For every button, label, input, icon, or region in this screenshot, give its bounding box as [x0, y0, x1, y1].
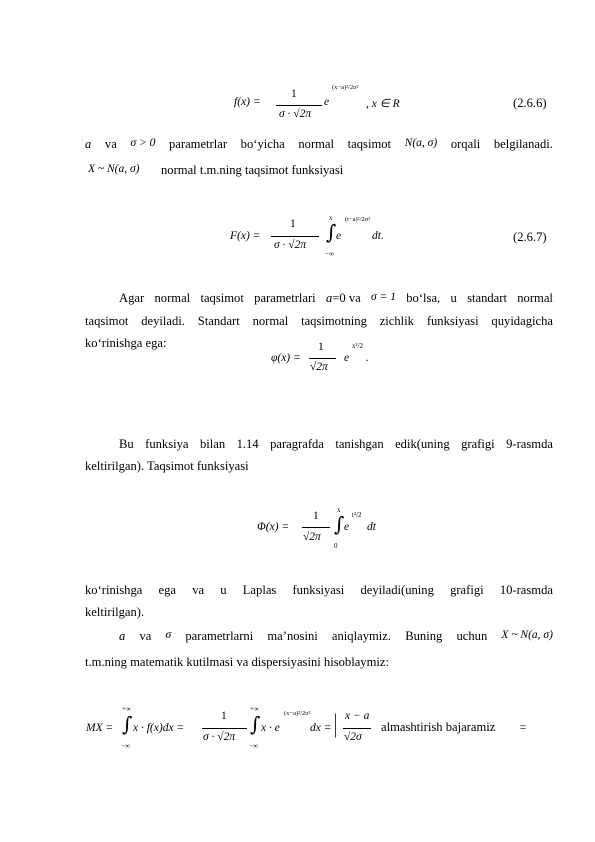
- eq2-number: (2.6.7): [513, 230, 547, 244]
- para5-word: Buning: [405, 629, 443, 643]
- para2-word: u: [450, 291, 457, 305]
- eq2-integral-sign: ∫: [326, 220, 337, 244]
- eq5-exponent: (x−a)²/2σ²: [284, 710, 311, 717]
- eq5-tail: =: [519, 722, 527, 734]
- eq1-exponent: (x−a)²/2σ²: [332, 84, 359, 91]
- para5-word: va: [139, 629, 152, 643]
- para2-word: bo‘lsa,: [406, 291, 441, 305]
- eq2-exponent: (t−a)²/2σ²: [345, 216, 371, 223]
- para1-word: belgilanadi.: [493, 137, 553, 151]
- para2-sigma-cond: σ = 1: [371, 291, 396, 303]
- eq5-sub-numerator: x − a: [345, 710, 370, 722]
- eq4-exponent: t²/2: [352, 511, 362, 519]
- eq2-exp-base: e: [336, 230, 342, 242]
- eq5-dx: dx =: [310, 722, 332, 734]
- para1-line1: [85, 137, 553, 152]
- eq2-lhs: F(x) =: [230, 230, 261, 242]
- para4-word: va: [192, 583, 205, 597]
- para1-word: bo‘yicha: [240, 137, 285, 151]
- para4-word: funksiyasi: [292, 583, 345, 597]
- eq3-tail: .: [366, 352, 369, 364]
- para5-word: parametrlarni: [185, 629, 254, 643]
- eq5-lhs: MX =: [86, 722, 114, 734]
- para2-line2: [85, 314, 553, 329]
- para5-line2: t.m.ning matematik kutilmasi va dispersiyasini hisoblaymiz:: [85, 655, 389, 669]
- para1-word: a: [85, 137, 92, 151]
- eq5-numerator: 1: [221, 710, 227, 722]
- eq5-sub-denominator: √2σ: [344, 731, 362, 743]
- eq4-integral-sign: ∫: [334, 512, 345, 536]
- eq5-int2-lower: −∞: [249, 742, 258, 750]
- para1-word: va: [104, 137, 117, 151]
- para2-word: normal: [517, 291, 553, 305]
- eq5-denominator: σ · √2π: [203, 731, 236, 743]
- eq3-numerator: 1: [318, 341, 324, 353]
- eq5-int1-upper: +∞: [122, 705, 131, 713]
- eq1-tail: , x ∈ R: [366, 98, 400, 110]
- eq5-int1-lower: −∞: [121, 742, 130, 750]
- para1-word: taqsimot: [347, 137, 392, 151]
- para1-word: normal: [298, 137, 335, 151]
- para2-line3: ko‘rinishga ega:: [85, 336, 167, 350]
- para4-line2: keltirilgan).: [85, 605, 145, 619]
- eq1-exp-base: e: [324, 96, 330, 108]
- para3-word: tanishgan: [335, 437, 384, 451]
- eq2-fraction-bar: [271, 236, 319, 237]
- eq5-sub-fraction-bar: [343, 728, 371, 729]
- para3-line1: [119, 437, 553, 452]
- eq4-integral-upper: x: [337, 506, 341, 514]
- para2-word: parametrlari: [254, 291, 316, 305]
- eq2-integral-upper: x: [329, 214, 333, 222]
- para4-line1: [85, 583, 553, 598]
- para1-word: orqali: [450, 137, 481, 151]
- eq5-integral1-sign: ∫: [122, 712, 133, 736]
- eq4-exp-base: e: [344, 521, 350, 533]
- para1-word: parametrlar: [169, 137, 228, 151]
- eq4-integral-lower: 0: [334, 542, 338, 550]
- eq2-numerator: 1: [290, 218, 296, 230]
- para2-word: normal: [154, 291, 191, 305]
- eq1-denominator: σ · √2π: [279, 108, 312, 120]
- para2-word: Standart: [197, 314, 240, 328]
- para2-word: deyiladi.: [141, 314, 185, 328]
- para2-word: funksiyasi: [426, 314, 479, 328]
- para2-word: zichlik: [379, 314, 414, 328]
- eq3-denominator: √2π: [310, 361, 328, 373]
- eq2-denominator: σ · √2π: [274, 239, 307, 251]
- para2-word: Agar: [119, 291, 145, 305]
- para3-line2: keltirilgan). Taqsimot funksiyasi: [85, 459, 249, 473]
- eq5-int1-body: x · f(x)dx =: [133, 722, 185, 734]
- para1-line2-math: X ~ N(a, σ): [88, 163, 140, 175]
- para2-a-cond: [326, 291, 361, 306]
- para2-word: standart: [467, 291, 507, 305]
- para4-word: ega: [158, 583, 177, 597]
- eq2-tail: dt.: [372, 230, 384, 242]
- para1-math: σ > 0: [130, 137, 156, 149]
- eq1-numerator: 1: [291, 88, 297, 100]
- para3-word: paragrafda: [270, 437, 324, 451]
- para3-word: 1.14: [236, 437, 259, 451]
- para4-word: u: [220, 583, 227, 597]
- para5-math: X ~ N(a, σ): [501, 629, 553, 641]
- para3-word: funksiya: [145, 437, 189, 451]
- eq5-int2-upper: +∞: [250, 705, 259, 713]
- eq4-fraction-bar: [302, 527, 330, 528]
- para3-word: edik(uning: [395, 437, 450, 451]
- eq3-lhs: φ(x) =: [271, 352, 301, 364]
- para2-word: taqsimot: [200, 291, 244, 305]
- eq1-fraction-bar: [276, 105, 322, 106]
- para4-word: grafigi: [450, 583, 484, 597]
- para5-word: ma’nosini: [267, 629, 318, 643]
- para3-word: grafigi: [461, 437, 495, 451]
- eq2-integral-lower: −∞: [325, 250, 334, 258]
- eq1-number: (2.6.6): [513, 96, 547, 110]
- para4-word: deyiladi(uning: [360, 583, 434, 597]
- eq5-fraction-bar: [202, 728, 247, 729]
- para2-word: normal: [252, 314, 289, 328]
- para2-word: taqsimotning: [301, 314, 367, 328]
- eq5-integral2-sign: ∫: [250, 712, 261, 736]
- eq5-int2-body: x · e: [261, 722, 280, 734]
- para3-word: bilan: [199, 437, 226, 451]
- para1-math: N(a, σ): [404, 137, 438, 149]
- para5-word: uchun: [456, 629, 488, 643]
- para2-word: taqsimot: [85, 314, 129, 328]
- para4-word: ko‘rinishga: [85, 583, 143, 597]
- eq4-numerator: 1: [313, 510, 319, 522]
- eq5-sub-text: almashtirish bajaramiz: [381, 720, 496, 734]
- eq4-lhs: Φ(x) =: [257, 521, 290, 533]
- para5-sigma: σ: [165, 629, 172, 641]
- para4-word: 10-rasmda: [499, 583, 553, 597]
- para4-word: Laplas: [242, 583, 277, 597]
- eq3-exp-base: e: [344, 352, 350, 364]
- para5-word: a: [119, 629, 126, 643]
- para2-word: quyidagicha: [491, 314, 553, 328]
- para2-a-val: =0 va: [332, 291, 361, 305]
- para2-line1: [119, 291, 553, 306]
- eq3-exponent: x²/2: [352, 342, 364, 350]
- para5-word: aniqlaymiz.: [331, 629, 392, 643]
- para5-line1: [119, 629, 553, 644]
- para3-word: Bu: [119, 437, 134, 451]
- para2-a: a: [325, 291, 333, 305]
- eq4-tail: dt: [367, 521, 376, 533]
- eq1-lhs: f(x) =: [234, 96, 261, 108]
- para1-line2-text: normal t.m.ning taqsimot funksiyasi: [161, 163, 344, 177]
- eq4-denominator: √2π: [303, 531, 321, 543]
- eq3-fraction-bar: [309, 358, 336, 359]
- para3-word: 9-rasmda: [506, 437, 553, 451]
- eq5-open-brace: |: [334, 710, 338, 738]
